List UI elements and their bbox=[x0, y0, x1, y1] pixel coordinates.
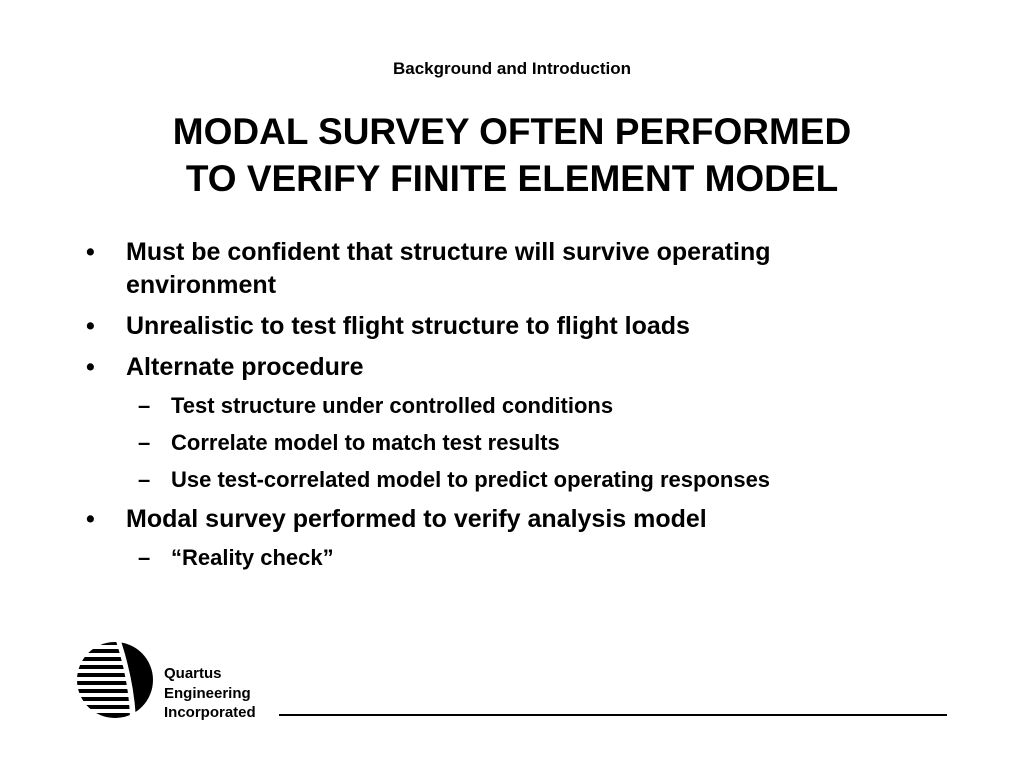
company-name-line-3: Incorporated bbox=[164, 704, 256, 721]
bullet-item: • Alternate procedure bbox=[0, 351, 886, 384]
section-label: Background and Introduction bbox=[393, 59, 631, 78]
sub-bullet-item: – Use test-correlated model to predict operating responses bbox=[0, 466, 971, 494]
company-name-line-1: Quartus bbox=[164, 665, 222, 682]
slide-title-line-1: MODAL SURVEY OFTEN PERFORMED bbox=[172, 111, 852, 152]
bullet-list bbox=[0, 236, 1024, 581]
sub-bullet-item: – Test structure under controlled conditions bbox=[0, 392, 971, 420]
slide-title bbox=[0, 108, 1024, 202]
sub-bullet-item: – “Reality check” bbox=[0, 544, 971, 572]
sub-bullet-item: – Correlate model to match test results bbox=[0, 429, 971, 457]
company-logo-icon bbox=[76, 641, 154, 719]
slide-title-line-2: TO VERIFY FINITE ELEMENT MODEL bbox=[185, 158, 839, 199]
bullet-item: • Unrealistic to test flight structure to flight loads bbox=[0, 310, 886, 343]
footer-rule bbox=[279, 714, 947, 716]
company-name bbox=[164, 664, 256, 723]
bullet-item: • Modal survey performed to verify analysis model bbox=[0, 503, 886, 536]
bullet-item: • Must be confident that structure will survive operating environment bbox=[0, 236, 886, 302]
company-name-line-2: Engineering bbox=[164, 684, 251, 702]
